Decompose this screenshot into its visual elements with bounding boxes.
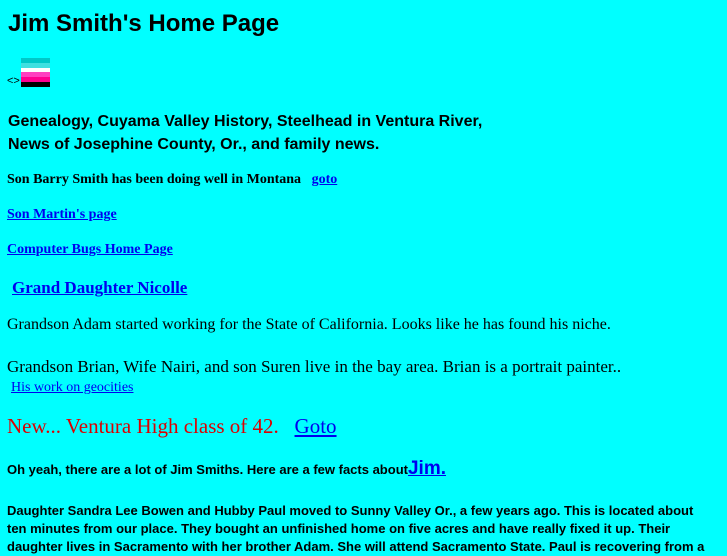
logo	[7, 58, 50, 87]
adam-text: Grandson Adam started working for the State of California. Looks like he has found his niche.	[7, 316, 611, 333]
ventura-text: New... Ventura High class of 42.	[7, 414, 279, 438]
jim-link[interactable]: Jim.	[407, 458, 446, 479]
page-title: Jim Smith's Home Page	[8, 10, 280, 37]
ventura-goto-link[interactable]: Goto	[294, 414, 337, 438]
geocities-link[interactable]: His work on geocities	[11, 380, 134, 395]
jim-text: Oh yeah, there are a lot of Jim Smiths. Here are a few facts about	[7, 462, 408, 477]
sandra-line-2: ten minutes from our place. They bought an unfinished home on five acres and have really fixed it up. Their	[7, 521, 671, 536]
barry-text: Son Barry Smith has been doing well in Montana	[7, 172, 302, 187]
topics-line-2: News of Josephine County, Or., and family news.	[8, 136, 380, 153]
martin-page-link[interactable]: Son Martin's page	[7, 207, 117, 222]
computer-bugs-link[interactable]: Computer Bugs Home Page	[7, 242, 173, 257]
sandra-paragraph	[7, 502, 704, 556]
topics-heading	[8, 110, 482, 156]
logo-caret: <>	[7, 75, 20, 87]
logo-stripes	[21, 58, 50, 87]
nicolle-paragraph	[12, 278, 187, 298]
nicolle-link[interactable]: Grand Daughter Nicolle	[12, 278, 188, 297]
brian-paragraph-link	[11, 380, 133, 396]
logo-stripe	[21, 82, 50, 87]
bugs-paragraph	[7, 242, 173, 258]
brian-text: Grandson Brian, Wife Nairi, and son Suren live in the bay area. Brian is a portrait painter..	[7, 357, 622, 376]
sandra-line-3: daughter lives in Sacramento with her brother Adam. She will attend Sacramento State. Paul is recovering from a	[7, 539, 705, 554]
jim-paragraph	[7, 458, 446, 480]
martin-paragraph	[7, 207, 117, 223]
topics-line-1: Genealogy, Cuyama Valley History, Steelhead in Ventura River,	[8, 113, 483, 130]
sandra-line-1: Daughter Sandra Lee Bowen and Hubby Paul moved to Sunny Valley Or., a few years ago. This is located about	[7, 503, 694, 518]
barry-paragraph	[7, 172, 337, 188]
barry-goto-link[interactable]: goto	[311, 172, 338, 187]
ventura-paragraph	[7, 414, 337, 439]
